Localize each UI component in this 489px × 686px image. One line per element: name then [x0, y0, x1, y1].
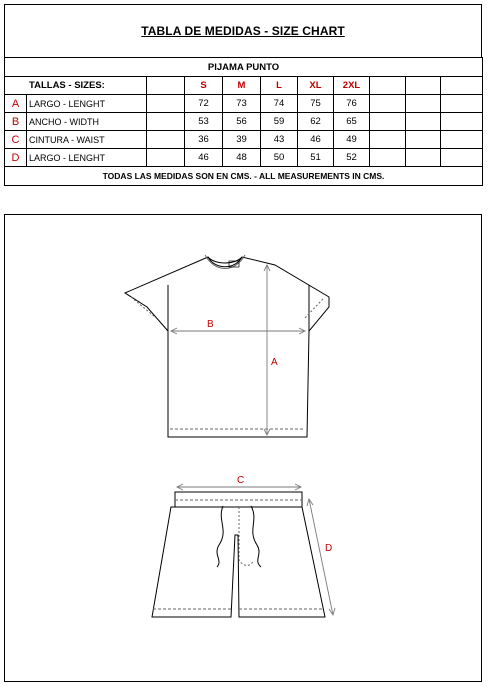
subtitle-row — [5, 58, 483, 77]
table-row — [5, 113, 483, 131]
row-label: ANCHO - WIDTH — [27, 113, 147, 131]
footer-row — [5, 167, 483, 186]
measure-cell: 36 — [185, 131, 223, 149]
measure-cell: 74 — [261, 95, 298, 113]
measure-cell: 39 — [223, 131, 261, 149]
spacer-cell — [370, 131, 406, 149]
shorts-fly — [239, 507, 253, 565]
spacer-cell — [441, 131, 483, 149]
measure-cell: 59 — [261, 113, 298, 131]
shorts-outline — [152, 492, 325, 617]
measure-cell: 72 — [185, 95, 223, 113]
measure-cell: 65 — [334, 113, 370, 131]
measure-cell: 75 — [298, 95, 334, 113]
spacer-cell — [441, 95, 483, 113]
spacer-cell — [147, 131, 185, 149]
size-header: M — [223, 77, 261, 95]
measure-cell: 51 — [298, 149, 334, 167]
spacer-cell — [147, 149, 185, 167]
shorts-drawstring-left — [217, 506, 223, 567]
measure-cell: 52 — [334, 149, 370, 167]
row-label: CINTURA - WAIST — [27, 131, 147, 149]
shirt-left-cuff — [131, 297, 155, 317]
size-header: S — [185, 77, 223, 95]
dimension-b-label: B — [207, 319, 214, 330]
sizes-header: TALLAS - SIZES: — [5, 77, 147, 95]
spacer-cell — [370, 113, 406, 131]
spacer-cell — [406, 149, 441, 167]
spacer-cell — [370, 95, 406, 113]
measure-cell: 46 — [298, 131, 334, 149]
spacer-cell — [147, 113, 185, 131]
dimension-c-label: C — [237, 475, 245, 486]
row-letter: B — [5, 113, 27, 131]
spacer-cell — [406, 77, 441, 95]
spacer-cell — [406, 95, 441, 113]
spacer-cell — [370, 149, 406, 167]
size-table — [4, 57, 483, 186]
measure-cell: 43 — [261, 131, 298, 149]
size-header: 2XL — [334, 77, 370, 95]
spacer-cell — [441, 113, 483, 131]
spacer-cell — [147, 77, 185, 95]
measure-cell: 56 — [223, 113, 261, 131]
row-label: LARGO - LENGHT — [27, 149, 147, 167]
table-row — [5, 131, 483, 149]
row-letter: C — [5, 131, 27, 149]
shirt-right-cuff — [304, 299, 323, 319]
page-title: TABLA DE MEDIDAS - SIZE CHART — [141, 24, 345, 38]
title-box — [4, 4, 482, 58]
table-subtitle: PIJAMA PUNTO — [5, 58, 483, 77]
garment-diagram — [4, 214, 482, 682]
dimension-d-label: D — [325, 543, 333, 554]
size-header: XL — [298, 77, 334, 95]
table-footer: TODAS LAS MEDIDAS SON EN CMS. - ALL MEASUREMENTS IN CMS. — [5, 167, 483, 186]
spacer-cell — [370, 77, 406, 95]
spacer-cell — [406, 131, 441, 149]
measure-cell: 48 — [223, 149, 261, 167]
spacer-cell — [441, 149, 483, 167]
size-header: L — [261, 77, 298, 95]
measure-cell: 46 — [185, 149, 223, 167]
measure-cell: 76 — [334, 95, 370, 113]
garment-diagram-svg — [5, 215, 483, 683]
row-label: LARGO - LENGHT — [27, 95, 147, 113]
shirt-neckline — [208, 257, 242, 267]
measure-cell: 50 — [261, 149, 298, 167]
row-letter: D — [5, 149, 27, 167]
shirt-outline — [125, 257, 329, 437]
table-row — [5, 149, 483, 167]
table-row — [5, 95, 483, 113]
dimension-a-label: A — [271, 357, 278, 368]
row-letter: A — [5, 95, 27, 113]
spacer-cell — [406, 113, 441, 131]
spacer-cell — [147, 95, 185, 113]
measure-cell: 62 — [298, 113, 334, 131]
measure-cell: 73 — [223, 95, 261, 113]
measure-cell: 49 — [334, 131, 370, 149]
spacer-cell — [441, 77, 483, 95]
measure-cell: 53 — [185, 113, 223, 131]
header-row — [5, 77, 483, 95]
shorts-drawstring-right — [251, 506, 261, 567]
